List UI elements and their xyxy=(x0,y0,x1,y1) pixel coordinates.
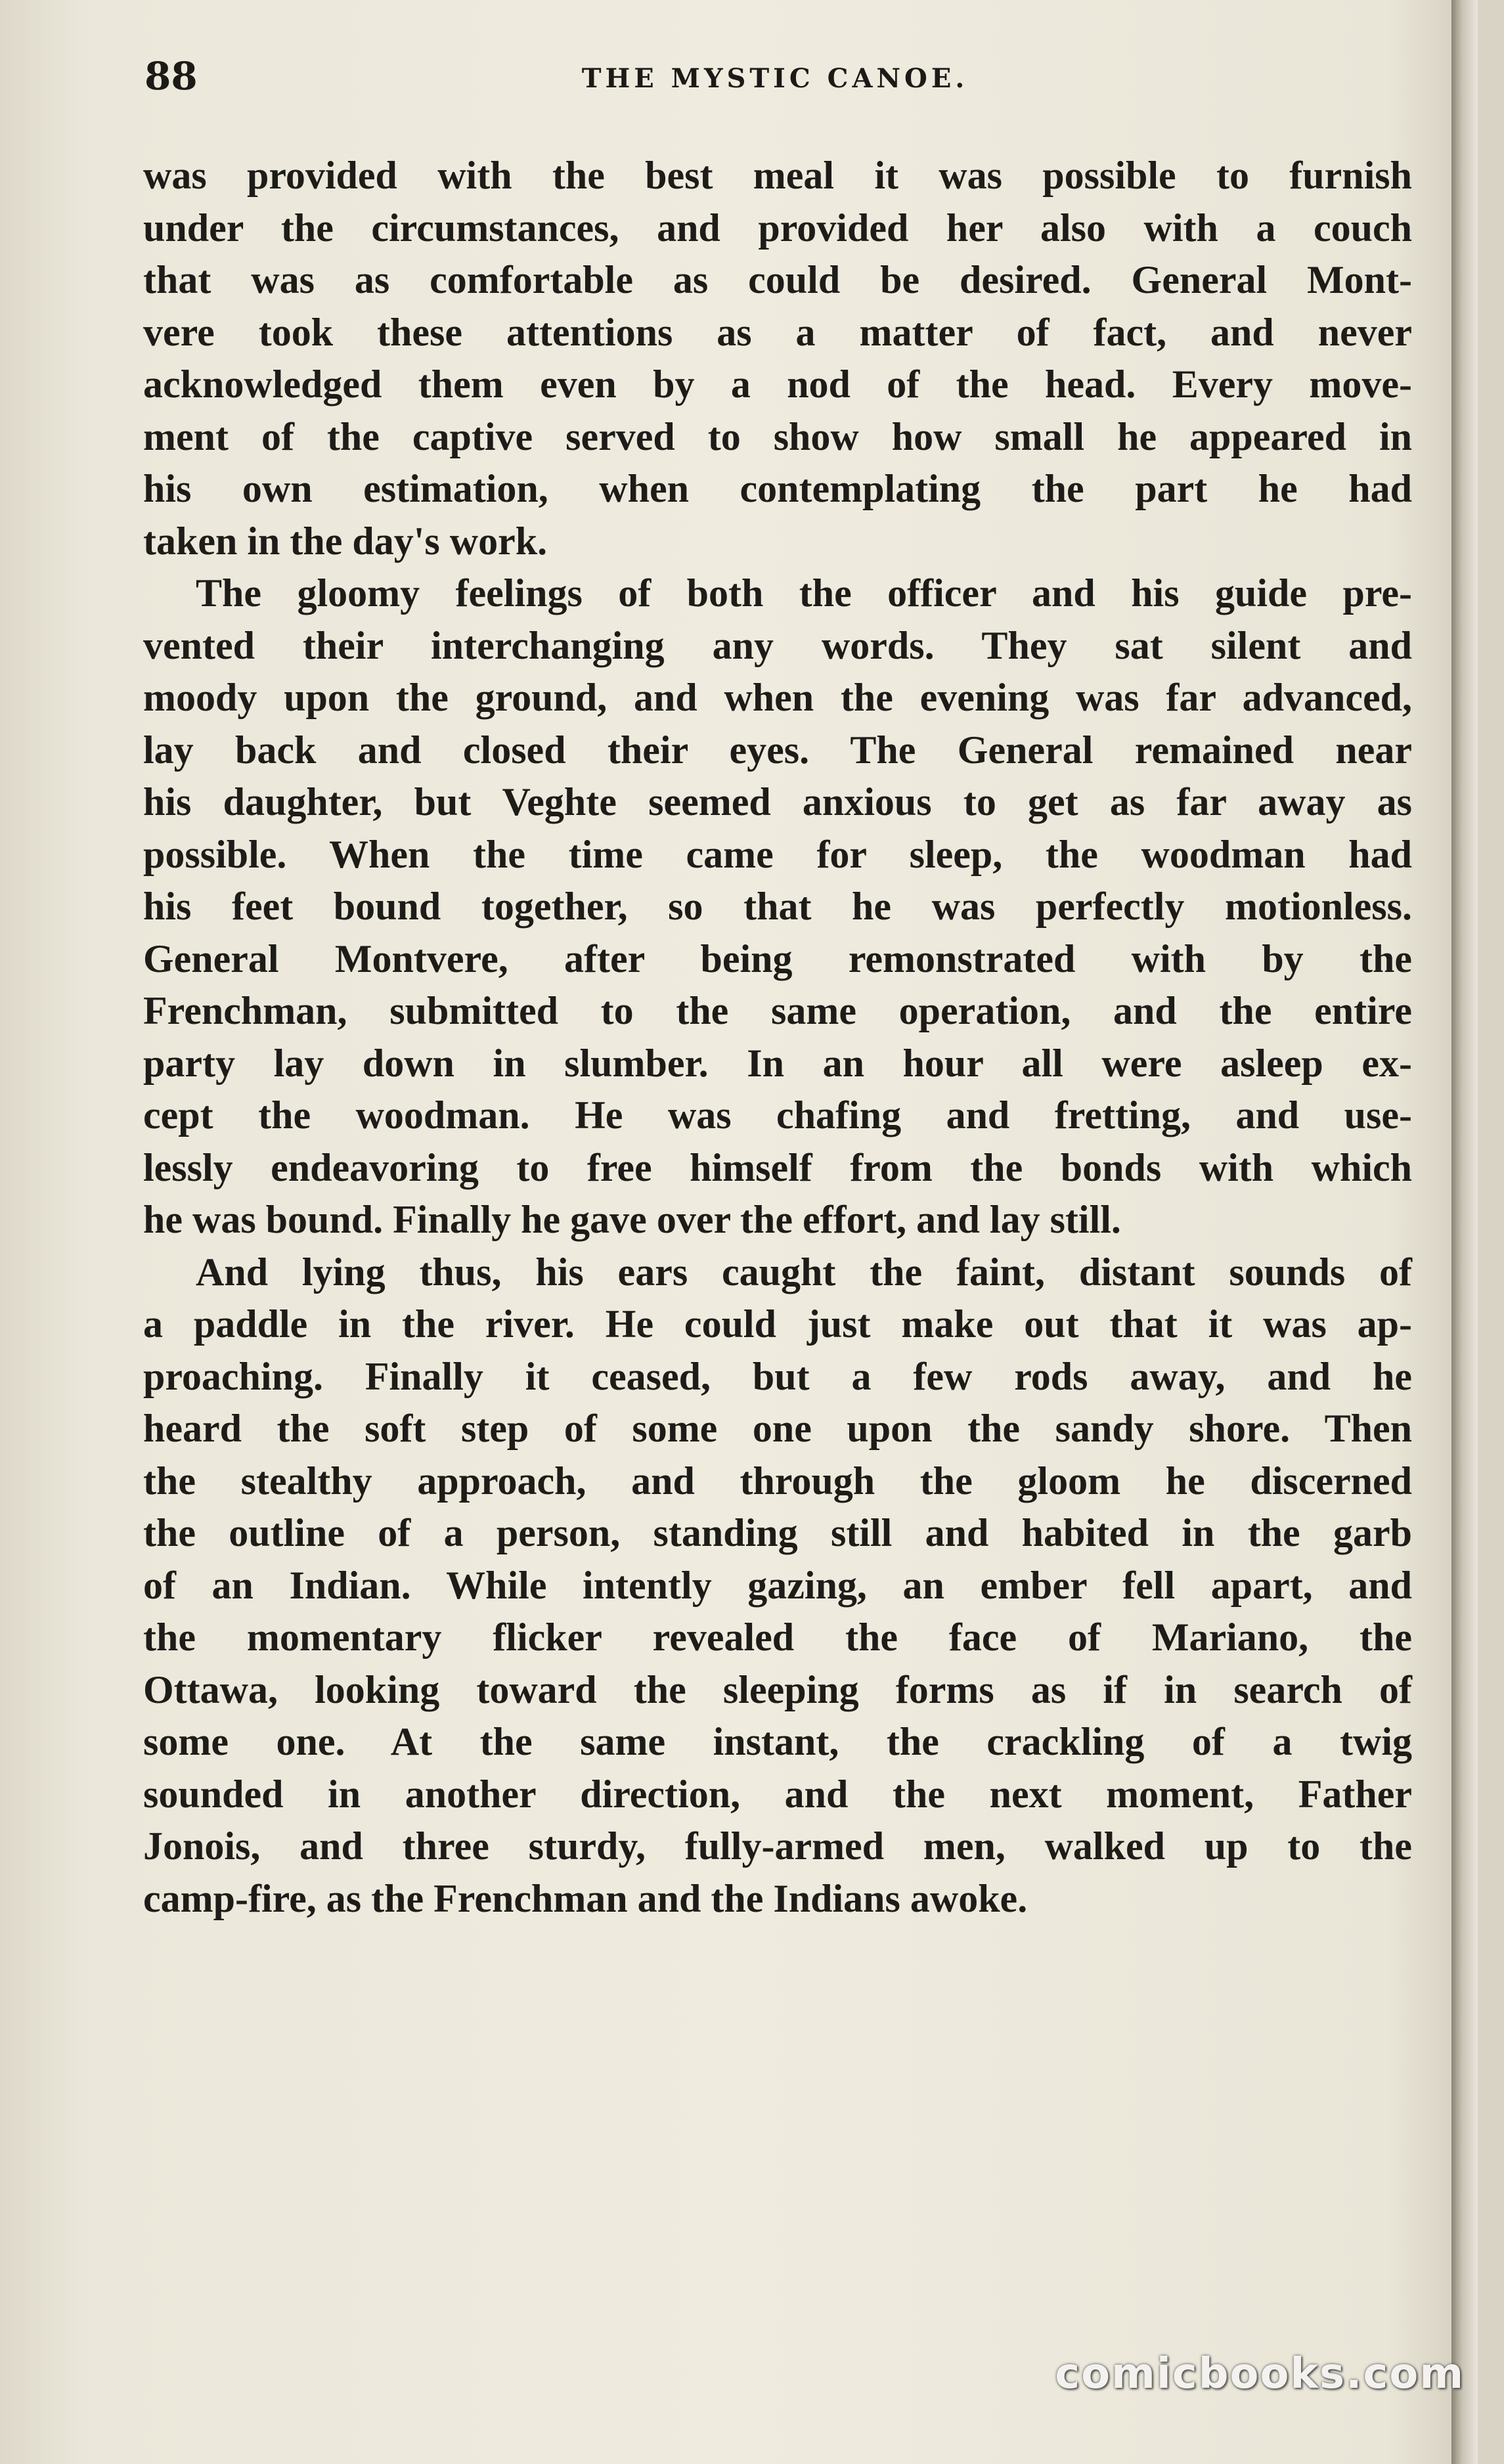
body-text xyxy=(143,150,1412,1925)
text-line: of an Indian. While intently gazing, an ember fell apart, and xyxy=(143,1563,1412,1607)
text-line: acknowledged them even by a nod of the head. Every move- xyxy=(143,363,1412,406)
page-number: 88 xyxy=(144,54,198,99)
text-line: was provided with the best meal it was possible to furnish xyxy=(143,154,1412,197)
text-line: that was as comfortable as could be desired. General Mont- xyxy=(143,258,1412,301)
text-line: heard the soft step of some one upon the sandy shore. Then xyxy=(143,1407,1412,1450)
text-line: party lay down in slumber. In an hour all were asleep ex- xyxy=(143,1041,1412,1085)
text-line: lay back and closed their eyes. The General remained near xyxy=(143,728,1412,772)
text-line: the outline of a person, standing still and habited in the garb xyxy=(143,1511,1412,1554)
text-line: vented their interchanging any words. They sat silent and xyxy=(143,623,1412,667)
text-line: camp-fire, as the Frenchman and the Indians awoke. xyxy=(143,1876,1028,1920)
text-line: And lying thus, his ears caught the faint, distant sounds of xyxy=(196,1250,1412,1294)
text-line: sounded in another direction, and the next moment, Father xyxy=(143,1772,1412,1816)
text-line: lessly endeavoring to free himself from the bonds with which xyxy=(143,1145,1412,1189)
text-line: he was bound. Finally he gave over the effort, and lay still. xyxy=(143,1198,1121,1241)
text-line: his own estimation, when contemplating the part he had xyxy=(143,467,1412,510)
text-line: General Montvere, after being remonstrated with by the xyxy=(143,936,1412,980)
text-line: the stealthy approach, and through the gloom he discerned xyxy=(143,1459,1412,1503)
text-line: Jonois, and three sturdy, fully-armed men, walked up to the xyxy=(143,1824,1412,1868)
text-line: vere took these attentions as a matter of fact, and never xyxy=(143,310,1412,354)
page-header xyxy=(138,54,1412,106)
text-line: his feet bound together, so that he was perfectly motionless. xyxy=(143,885,1412,928)
text-line: taken in the day's work. xyxy=(143,519,548,563)
text-line: moody upon the ground, and when the evening was far advanced, xyxy=(143,676,1412,719)
text-line: Ottawa, looking toward the sleeping forms as if in search of xyxy=(143,1667,1412,1711)
text-line: proaching. Finally it ceased, but a few rods away, and he xyxy=(143,1354,1412,1398)
running-title: THE MYSTIC CANOE. xyxy=(581,63,969,94)
text-line: ment of the captive served to show how small he appeared in xyxy=(143,414,1412,458)
text-line: a paddle in the river. He could just make out that it was ap- xyxy=(143,1302,1412,1346)
page-edge-shadow xyxy=(1451,0,1478,2464)
text-line: under the circumstances, and provided her also with a couch xyxy=(143,206,1412,250)
text-line: The gloomy feelings of both the officer and his guide pre- xyxy=(196,571,1412,615)
text-line: the momentary flicker revealed the face of Mariano, the xyxy=(143,1616,1412,1659)
text-line: cept the woodman. He was chafing and fretting, and use- xyxy=(143,1093,1412,1137)
text-line: possible. When the time came for sleep, the woodman had xyxy=(143,832,1412,876)
watermark-logo: comicbooks.com xyxy=(1055,2350,1465,2398)
text-line: his daughter, but Veghte seemed anxious to get as far away as xyxy=(143,780,1412,824)
text-line: Frenchman, submitted to the same operation, and the entire xyxy=(143,989,1412,1032)
text-line: some one. At the same instant, the crackling of a twig xyxy=(143,1720,1412,1763)
